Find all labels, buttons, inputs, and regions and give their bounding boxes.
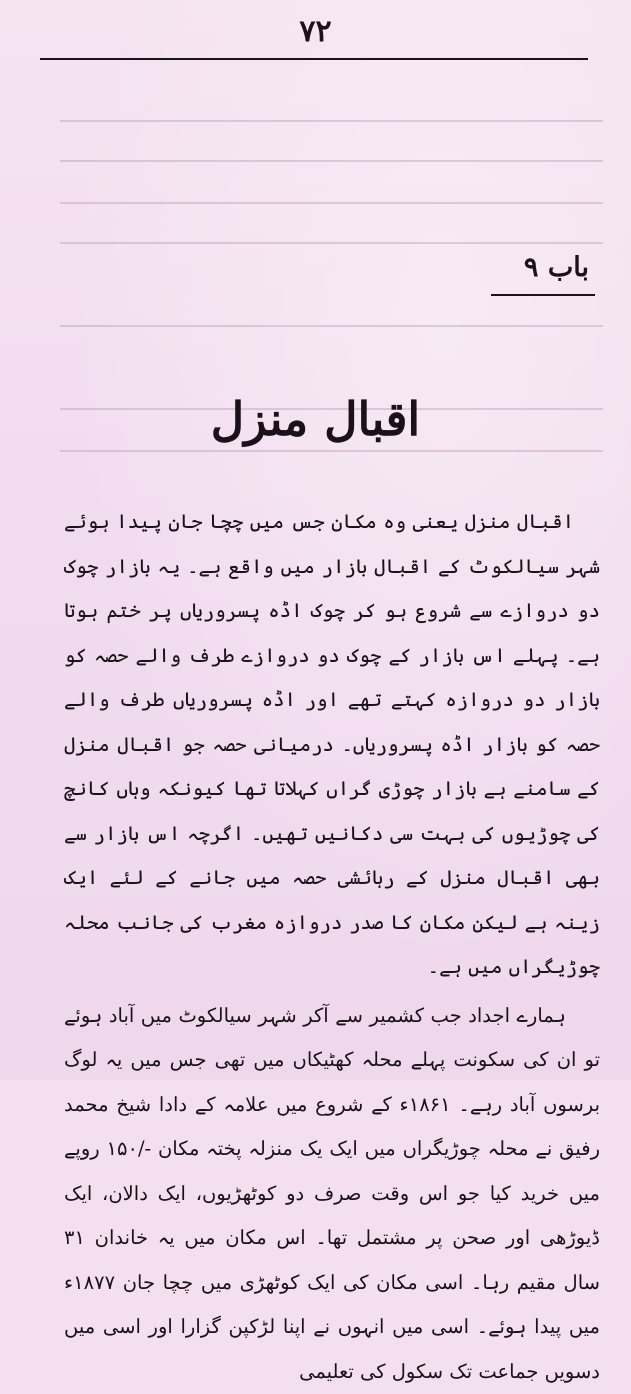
chapter-underline: [491, 294, 595, 296]
paragraph-2: ہمارے اجداد جب کشمیر سے آکر شہر سیالکوٹ میں آباد ہوئے تو ان کی سکونت پہلے محلہ کھٹیکاں میں تھی جس میں یہ لوگ برسوں آباد رہے۔ ۱۸۶۱ء کے شروع میں علامہ کے دادا شیخ محمد رفیق نے محلہ چوڑیگراں میں ایک یک منزلہ پختہ مکان -/۱۵۰ روپے میں خرید کیا جو اس وقت صرف دو کوٹھڑیوں، ایک دالان، ایک ڈیوڑھی اور صحن پر مشتمل تھا۔ اس مکان میں یہ خاندان ۳۱ سال مقیم رہا۔ اسی مکان کی ایک کوٹھڑی میں چچا جان ۱۸۷۷ء میں پیدا ہوئے۔ اسی میں انہوں نے اپنا لڑکپن گزارا اور اسی میں دسویں جماعت تک سکول کی تعلیمی: [64, 994, 600, 1394]
bleed-through-line: [60, 242, 603, 244]
bleed-through-line: [60, 202, 603, 204]
header-rule: [40, 58, 588, 60]
chapter-label: باب ۹: [499, 252, 589, 283]
bleed-through-line: [60, 325, 603, 327]
chapter-title: اقبال منزل: [0, 392, 631, 446]
bleed-through-line: [60, 120, 603, 122]
body-text: [64, 500, 600, 1394]
bleed-through-line: [60, 160, 603, 162]
bleed-through-line: [60, 450, 603, 452]
paragraph-1: اقبال منزل یعنی وہ مکان جس میں چچا جان پیدا ہوئے شہر سیالکوٹ کے اقبال بازار میں واقع ہے۔ یہ بازار چوک دو دروازے سے شروع ہو کر چوک اڈہ پسروریاں پر ختم ہوتا ہے۔ پہلے اس بازار کے چوک دو دروازے طرف والے حصہ کو بازار دو دروازہ کہتے تھے اور اڈہ پسروریاں طرف والے حصہ کو بازار اڈہ پسروریاں۔ درمیانی حصہ جو اقبال منزل کے سامنے ہے بازار چوڑی گراں کہلاتا تھا کیونکہ وہاں کانچ کی چوڑیوں کی بہت سی دکانیں تھیں۔ اگرچہ اس بازار سے بھی اقبال منزل کے رہائشی حصہ میں جانے کے لئے ایک زینہ ہے لیکن مکان کا صدر دروازہ مغرب کی جانب محلہ چوڑیگراں میں ہے۔: [64, 500, 600, 990]
page-number: ۷۲: [0, 14, 631, 49]
